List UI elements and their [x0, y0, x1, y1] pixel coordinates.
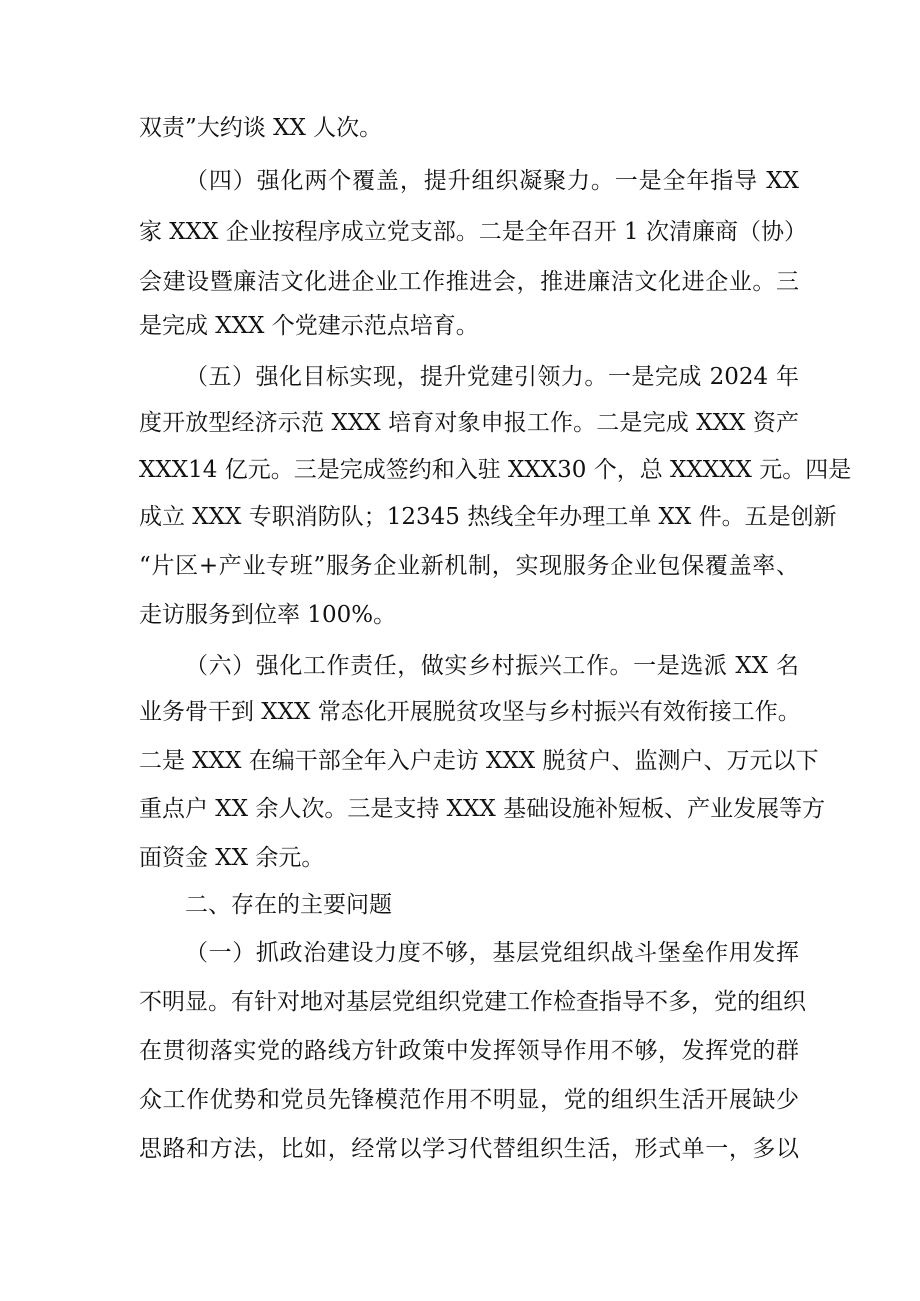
text-line: 是完成 XXX 个党建示范点培育。: [139, 313, 479, 339]
text-line: 成立 XXX 专职消防队；12345 热线全年办理工单 XX 件。五是创新: [139, 504, 837, 530]
paragraph-5-heading-line: （五）强化目标实现，提升党建引领力。一是完成 2024 年: [185, 364, 799, 390]
paragraph-6-heading-line: （六）强化工作责任，做实乡村振兴工作。一是选派 XX 名: [185, 653, 799, 679]
text-line: 思路和方法，比如，经常以学习代替组织生活，形式单一，多以: [139, 1136, 799, 1162]
text-line: 众工作优势和党员先锋模范作用不明显，党的组织生活开展缺少: [139, 1087, 799, 1113]
text-line: XXX14 亿元。三是完成签约和入驻 XXX30 个，总 XXXXX 元。四是: [139, 457, 852, 483]
text-line: 重点户 XX 余人次。三是支持 XXX 基础设施补短板、产业发展等方: [139, 796, 826, 822]
text-line: 业务骨干到 XXX 常态化开展脱贫攻坚与乡村振兴有效衔接工作。: [139, 699, 801, 725]
text-line: 在贯彻落实党的路线方针政策中发挥领导作用不够，发挥党的群: [139, 1038, 799, 1064]
text-line: 二是 XXX 在编干部全年入户走访 XXX 脱贫户、监测户、万元以下: [139, 748, 819, 774]
paragraph-4-heading-line: （四）强化两个覆盖，提升组织凝聚力。一是全年指导 XX: [185, 168, 799, 194]
text-line: 面资金 XX 余元。: [139, 845, 325, 871]
text-line: 不明显。有针对地对基层党组织党建工作检查指导不多，党的组织: [139, 989, 806, 1015]
problem-1-heading-line: （一）抓政治建设力度不够，基层党组织战斗堡垒作用发挥: [185, 940, 799, 966]
text-line: “片区+产业专班”服务企业新机制，实现服务企业包保覆盖率、: [139, 553, 799, 579]
text-line: 双责”大约谈 XX 人次。: [139, 115, 383, 141]
text-line: 走访服务到位率 100%。: [139, 602, 397, 628]
text-line: 度开放型经济示范 XXX 培育对象申报工作。二是完成 XXX 资产: [139, 410, 799, 436]
text-line: 家 XXX 企业按程序成立党支部。二是全年召开 1 次清廉商（协）: [139, 219, 807, 245]
section-heading: 二、存在的主要问题: [185, 892, 392, 918]
text-line: 会建设暨廉洁文化进企业工作推进会，推进廉洁文化进企业。三: [139, 269, 799, 295]
